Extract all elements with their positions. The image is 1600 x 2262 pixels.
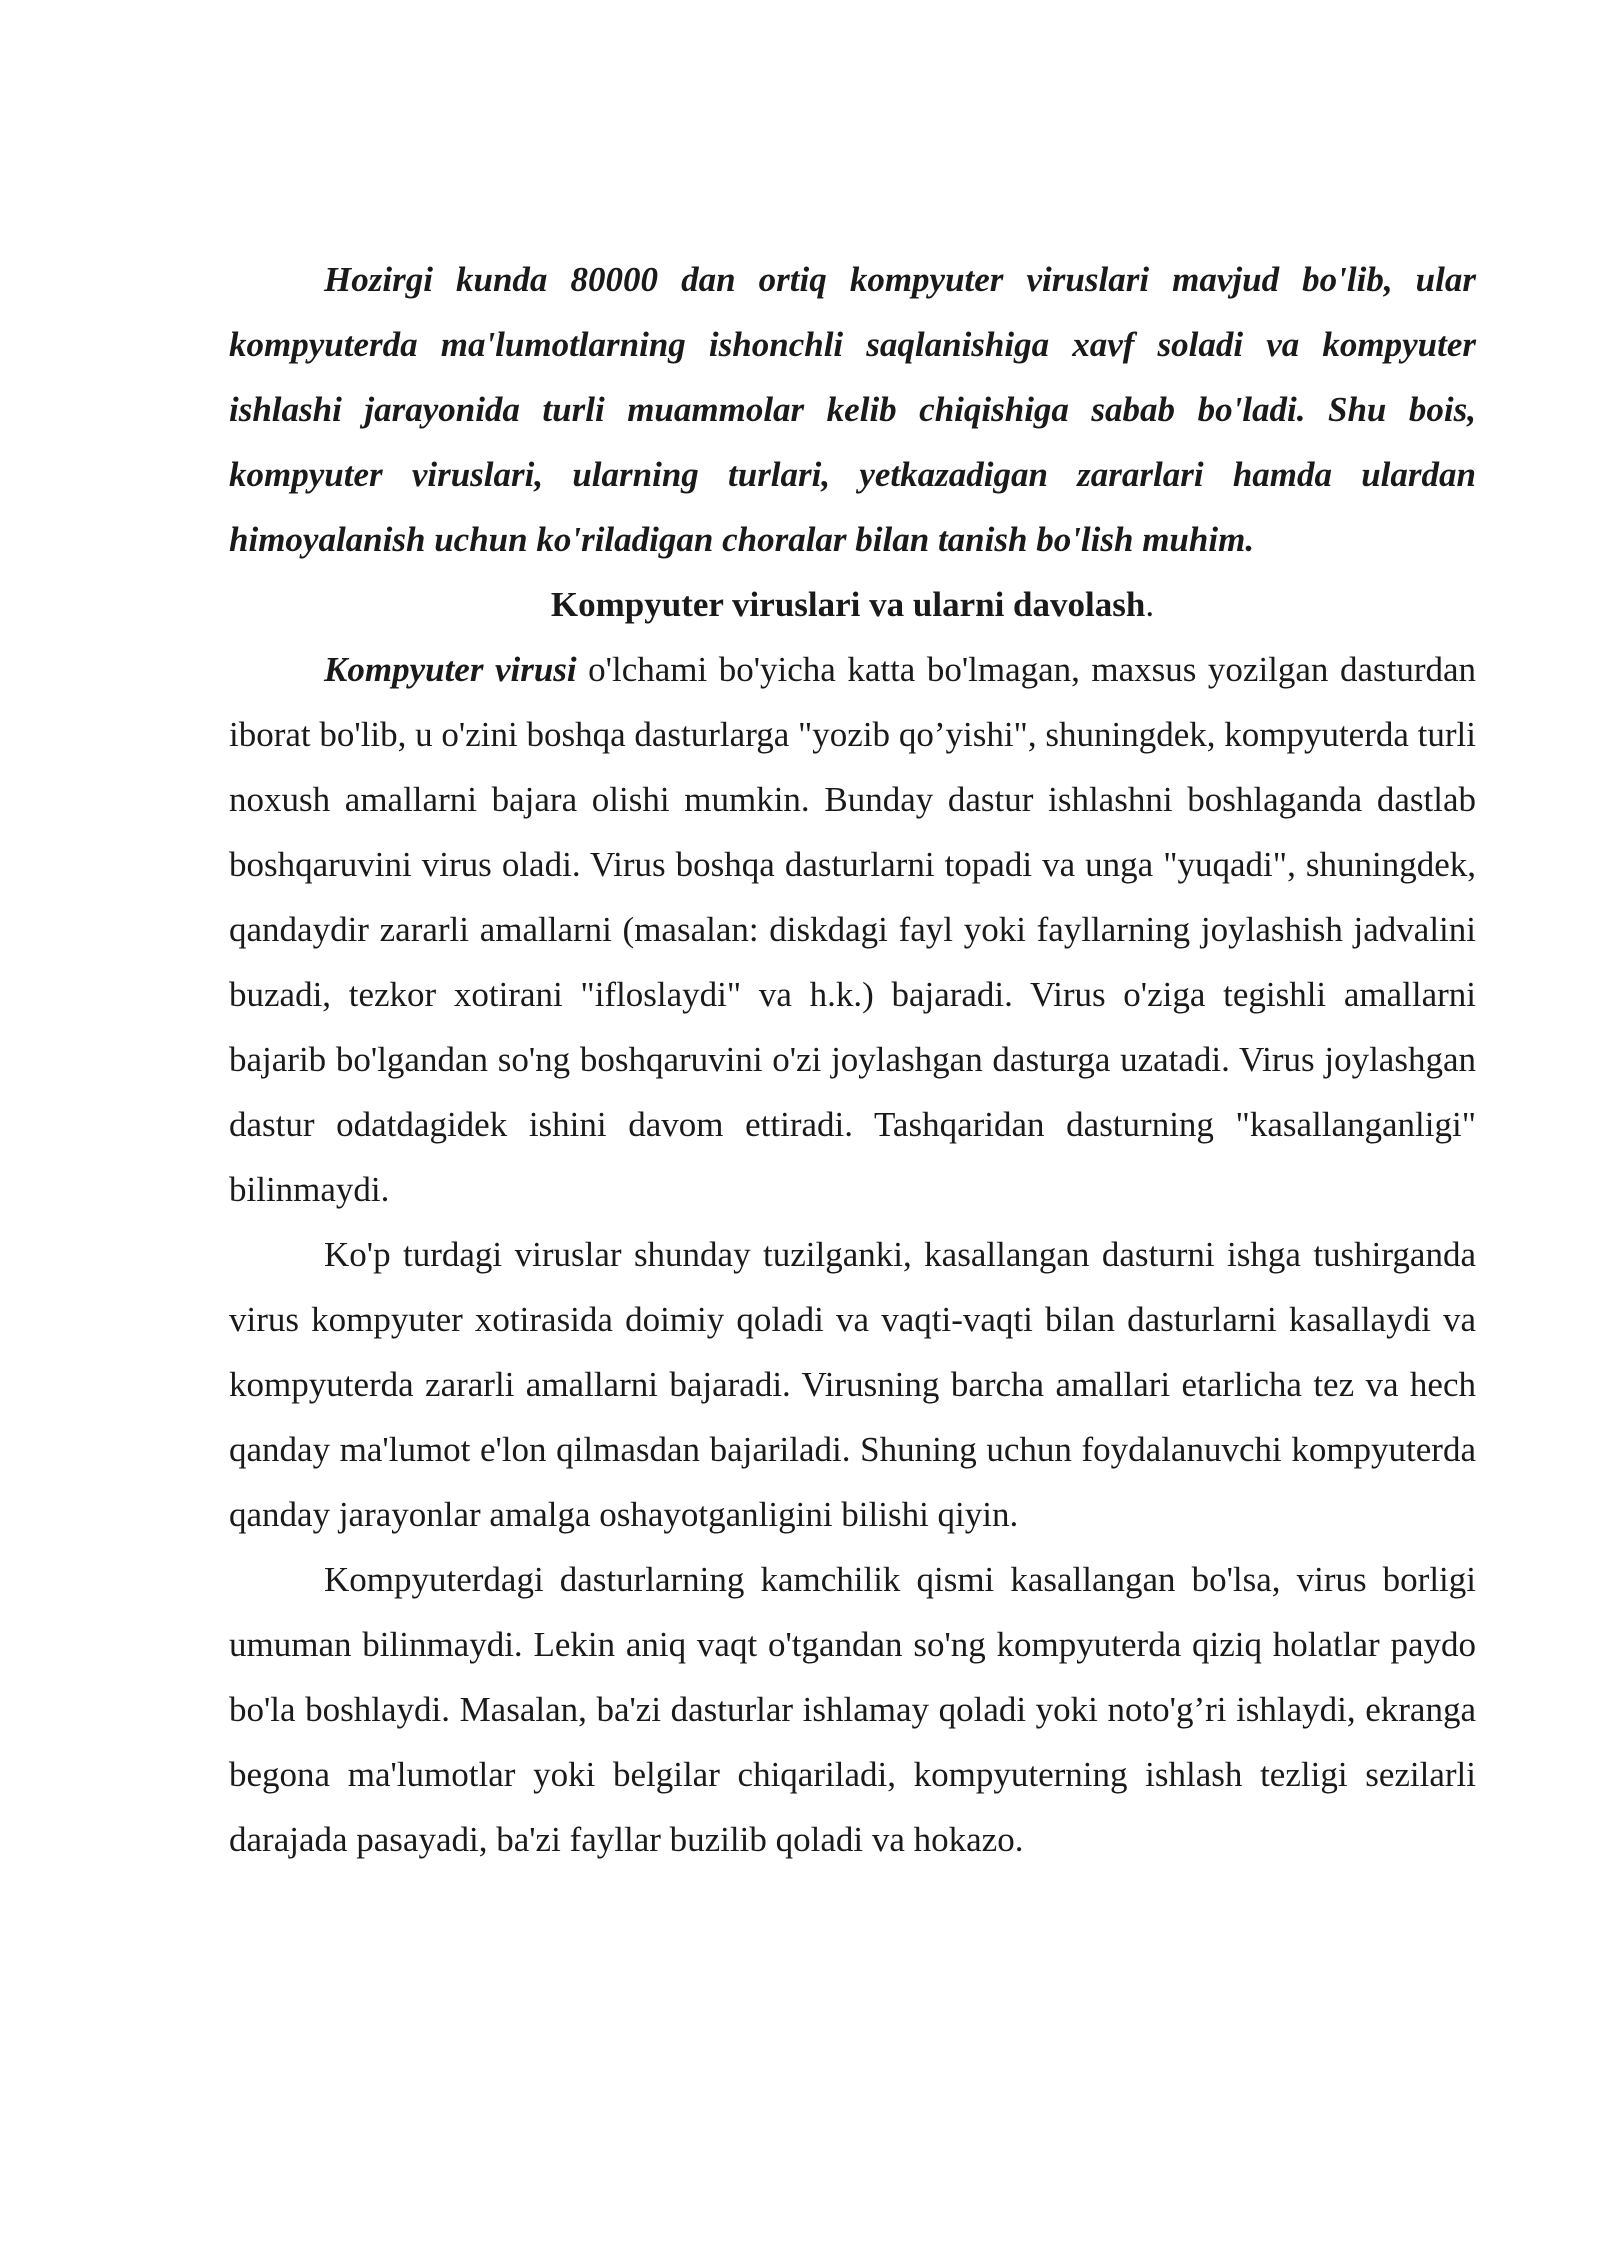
paragraph-virus-definition-body: o'lchami bo'yicha katta bo'lmagan, maxsus yozilgan dasturdan iborat bo'lib, u o'zini boshqa dasturlarga "yozib qo’yishi", shuningdek, kompyuterda turli noxush amallarni bajara olishi mumkin. Bunday dastur ishlashni boshlaganda dastlab boshqaruvini virus oladi. Virus boshqa dasturlarni topadi va unga "yuqadi", shuningdek, qandaydir zararli amallarni (masalan: diskdagi fayl yoki fayllarning joylashish jadvalini buzadi, tezkor xotirani "ifloslaydi" va h.k.) bajaradi. Virus o'ziga tegishli amallarni bajarib bo'lgandan so'ng boshqaruvini o'zi joylashgan dasturga uzatadi. Virus joylashgan dastur odatdagidek ishini davom ettiradi. Tashqaridan dasturning "kasallanganligi" bilinmaydi.: [229, 650, 1477, 1209]
section-heading-text: Kompyuter viruslari va ularni davolash: [550, 585, 1146, 624]
paragraph-virus-definition: [229, 637, 1476, 1222]
term-kompyuter-virusi: Kompyuter virusi: [324, 650, 577, 689]
document-body: [229, 247, 1476, 1872]
paragraph-infection-symptoms: Kompyuterdagi dasturlarning kamchilik qismi kasallangan bo'lsa, virus borligi umuman bilinmaydi. Lekin aniq vaqt o'tgandan so'ng kompyuterda qiziq holatlar paydo bo'la boshlaydi. Masalan, ba'zi dasturlar ishlamay qoladi yoki noto'g’ri ishlaydi, ekranga begona ma'lumotlar yoki belgilar chiqariladi, kompyuterning ishlash tezligi sezilarli darajada pasayadi, ba'zi fayllar buzilib qoladi va hokazo.: [229, 1560, 1476, 1859]
paragraph-resident-viruses: Ko'p turdagi viruslar shunday tuzilganki, kasallangan dasturni ishga tushirganda virus kompyuter xotirasida doimiy qoladi va vaqti-vaqti bilan dasturlarni kasallaydi va kompyuterda zararli amallarni bajaradi. Virusning barcha amallari etarlicha tez va hech qanday ma'lumot e'lon qilmasdan bajariladi. Shuning uchun foydalanuvchi kompyuterda qanday jarayonlar amalga oshayotganligini bilishi qiyin.: [229, 1235, 1476, 1534]
intro-paragraph: Hozirgi kunda 80000 dan ortiq kompyuter viruslari mavjud bo'lib, ular kompyuterda ma'lumotlarning ishonchli saqlanishiga xavf soladi va kompyuter ishlashi jarayonida turli muammolar kelib chiqishiga sabab bo'ladi. Shu bois, kompyuter viruslari, ularning turlari, yetkazadigan zararlari hamda ulardan himoyalanish uchun ko'riladigan choralar bilan tanish bo'lish muhim.: [229, 260, 1476, 559]
section-heading: [229, 572, 1476, 637]
section-heading-punctuation: .: [1145, 585, 1155, 624]
